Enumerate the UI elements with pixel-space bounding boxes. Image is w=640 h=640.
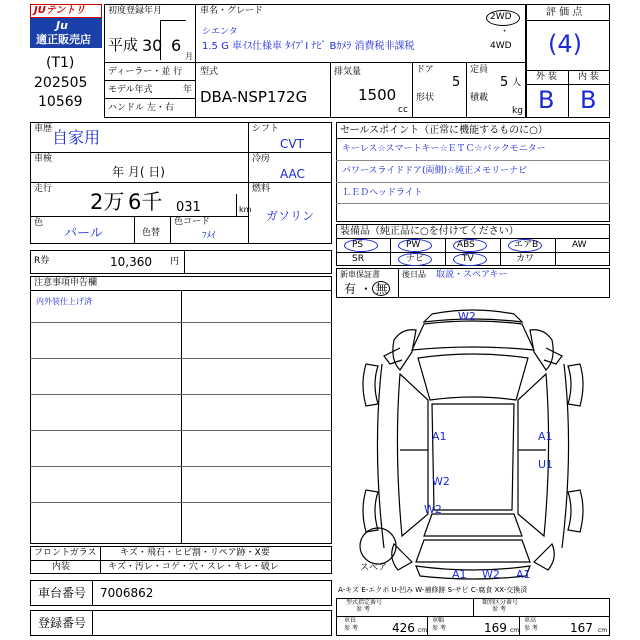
aircon-label: 冷房 [252, 154, 271, 164]
equip-abs: ABS [457, 240, 475, 250]
warranty-label: 新車保証書 [340, 270, 380, 279]
windshield-label: フロントガラス [34, 548, 97, 558]
chassis-number: 7006862 [100, 586, 154, 600]
width-ref: 参 考 [432, 625, 446, 632]
lot-tag: (T1) [46, 55, 75, 71]
exterior-label: 外 装 [536, 72, 557, 82]
logo-ju: Ju [56, 19, 68, 32]
sales-point-1: キーレス☆スマートキー☆ＥＴＣ☆バックモニター [342, 144, 546, 154]
chassis-label: 車台番号 [38, 586, 87, 600]
length-label: 車長 [344, 617, 357, 624]
mileage-man: 2万 [90, 190, 125, 214]
type-label: 型式 [200, 67, 219, 77]
displacement: 1500 [358, 86, 397, 104]
class-label: 類別区分番号 [482, 599, 519, 606]
equip-aw: AW [572, 240, 587, 250]
windshield-value: キズ・飛石・ヒビ割・リペア跡・X要 [120, 548, 270, 558]
registration-number-label: 登録番号 [38, 616, 87, 630]
recycle-unit: 円 [170, 257, 180, 267]
doors-label: ドア [416, 65, 434, 75]
length-unit: cm [418, 627, 428, 634]
width-value: 169 [484, 621, 507, 635]
height-label: 車高 [524, 617, 537, 624]
damage-mark-rear-left: A1 [452, 568, 467, 581]
cc-unit: cc [398, 105, 408, 115]
shift-value: CVT [280, 137, 304, 151]
kg-unit: kg [512, 106, 523, 116]
notes-label: 注意事項申告欄 [34, 278, 98, 288]
warranty-value: 有 ・ 無 [344, 282, 388, 296]
model-year-label: モデル年式 [108, 85, 153, 95]
drive-2wd: 2WD [490, 12, 512, 22]
type-cert-ref: 参 考 [356, 606, 370, 613]
interior-label: 内 装 [578, 72, 599, 82]
equipment-label: 装備品（純正品に○を付けてください） [340, 226, 519, 237]
equip-sr: SR [352, 254, 364, 264]
width-unit: cm [510, 627, 520, 634]
sales-point-2: パワースライドドア(両側)☆純正メモリーナビ [342, 166, 528, 176]
damage-mark-rear-right: A1 [516, 568, 531, 581]
load-label: 積載 [470, 93, 489, 103]
damage-mark-right-side: U1 [538, 458, 554, 471]
damage-mark-roof: W2 [458, 310, 476, 323]
logo-tagline: 適正販売店 [36, 33, 91, 46]
fuel-value: ガソリン [266, 209, 315, 223]
logo-brand: JUテントリ [34, 5, 86, 16]
registration-year: 30 [142, 36, 163, 55]
color-code-label: 色コード [174, 217, 211, 227]
height-value: 167 [570, 621, 593, 635]
damage-legend: A-キズ E-エクボ U-凹み W-補修跡 S-サビ C-腐食 XX-交換済 [338, 586, 528, 594]
type-cert-label: 型式指定番号 [346, 599, 383, 606]
mileage-rest: 031 [176, 200, 201, 215]
recycle-box [30, 250, 332, 274]
class-ref: 参 考 [492, 606, 506, 613]
rating-label: 評 価 点 [546, 7, 583, 18]
interior-grade: B [580, 86, 597, 114]
damage-mark-left-rear: W2 [432, 475, 450, 488]
vehicle-type: DBA-NSP172G [200, 88, 308, 106]
recycle-value: 10,360 [110, 255, 152, 269]
damage-mark-rear-center: W2 [482, 568, 500, 581]
rear-items-value: 取説・スペアキー [436, 270, 508, 280]
drive-4wd: 4WD [490, 41, 512, 51]
lot-code-1: 202505 [34, 75, 88, 91]
displacement-label: 排気量 [334, 67, 362, 77]
recycle-label: R券 [34, 256, 50, 266]
capacity: 5 [500, 75, 509, 90]
handle-label: ハンドル 左・右 [108, 103, 174, 113]
car-diagram [336, 300, 610, 585]
aircon-value: AAC [280, 167, 305, 181]
equip-ps: PS [352, 240, 364, 250]
rating-score: (4) [548, 30, 582, 58]
mileage-sen: 6千 [128, 190, 163, 214]
dealer-label: ディーラー・並 行 [108, 67, 183, 77]
era: 平成 [108, 36, 139, 54]
exterior-grade: B [538, 86, 555, 114]
use-label: 車歴 [34, 124, 53, 134]
mileage-unit: km [239, 205, 252, 214]
capacity-label: 定員 [470, 65, 489, 75]
notes-text: 内外装仕上げ済 [36, 297, 92, 306]
inspection-date: 年 月( 日) [112, 165, 165, 179]
sales-point-3: ＬＥＤヘッドライト [342, 188, 423, 198]
equip-airbag: エアB [514, 240, 539, 250]
first-registration-label: 初度登録年月 [108, 6, 163, 16]
interior-cond-label: 内装 [52, 562, 71, 572]
shape-label: 形状 [416, 93, 435, 103]
equip-pw: PW [406, 240, 421, 250]
color-label: 色 [34, 218, 44, 228]
lot-code-2: 10569 [38, 94, 83, 110]
vehicle-name-kana: シエンタ [202, 27, 238, 37]
person-unit: 人 [512, 78, 522, 88]
month-unit: 月 [185, 52, 193, 61]
registration-month: 6 [171, 36, 182, 55]
spare-label: スペア [360, 563, 388, 573]
vehicle-name-label: 車名・グレード [200, 6, 264, 16]
vehicle-grade: 1.5 G 車ｲｽ仕様車 ﾀｲﾌﾟⅠ ﾅﾋﾞ Bｶﾒﾗ 消費税非課税 [202, 41, 415, 52]
color-change-label: 色替 [142, 228, 161, 238]
length-value: 426 [392, 621, 415, 635]
doors: 5 [452, 75, 461, 90]
logo [30, 4, 102, 48]
equip-tv: TV [462, 254, 474, 264]
year-unit: 年 [183, 85, 193, 95]
damage-mark-right-front: A1 [538, 430, 553, 443]
color-value: パール [64, 226, 103, 241]
sales-points-label: セールスポイント（正常に機能するものに○） [340, 125, 548, 136]
equip-leather: カワ [516, 254, 535, 264]
color-code: ﾌﾒｲ [202, 231, 216, 241]
use-value: 自家用 [52, 128, 101, 147]
rear-items-label: 後日品 [402, 270, 426, 279]
fuel-label: 燃料 [252, 184, 271, 194]
interior-cond-value: キズ・汚レ・コゲ・穴・スレ・キレ・破レ [108, 562, 279, 572]
width-label: 車幅 [432, 617, 445, 624]
equip-navi: ナビ [406, 254, 425, 264]
length-ref: 参 考 [344, 625, 358, 632]
height-unit: cm [598, 627, 608, 634]
damage-mark-left-lower: W2 [424, 503, 442, 516]
mileage-label: 走行 [34, 184, 53, 194]
damage-mark-left-front: A1 [432, 430, 447, 443]
warranty-circle [372, 281, 390, 296]
shift-label: シフト [252, 124, 280, 134]
inspection-label: 車検 [34, 154, 53, 164]
height-ref: 参 考 [524, 625, 538, 632]
